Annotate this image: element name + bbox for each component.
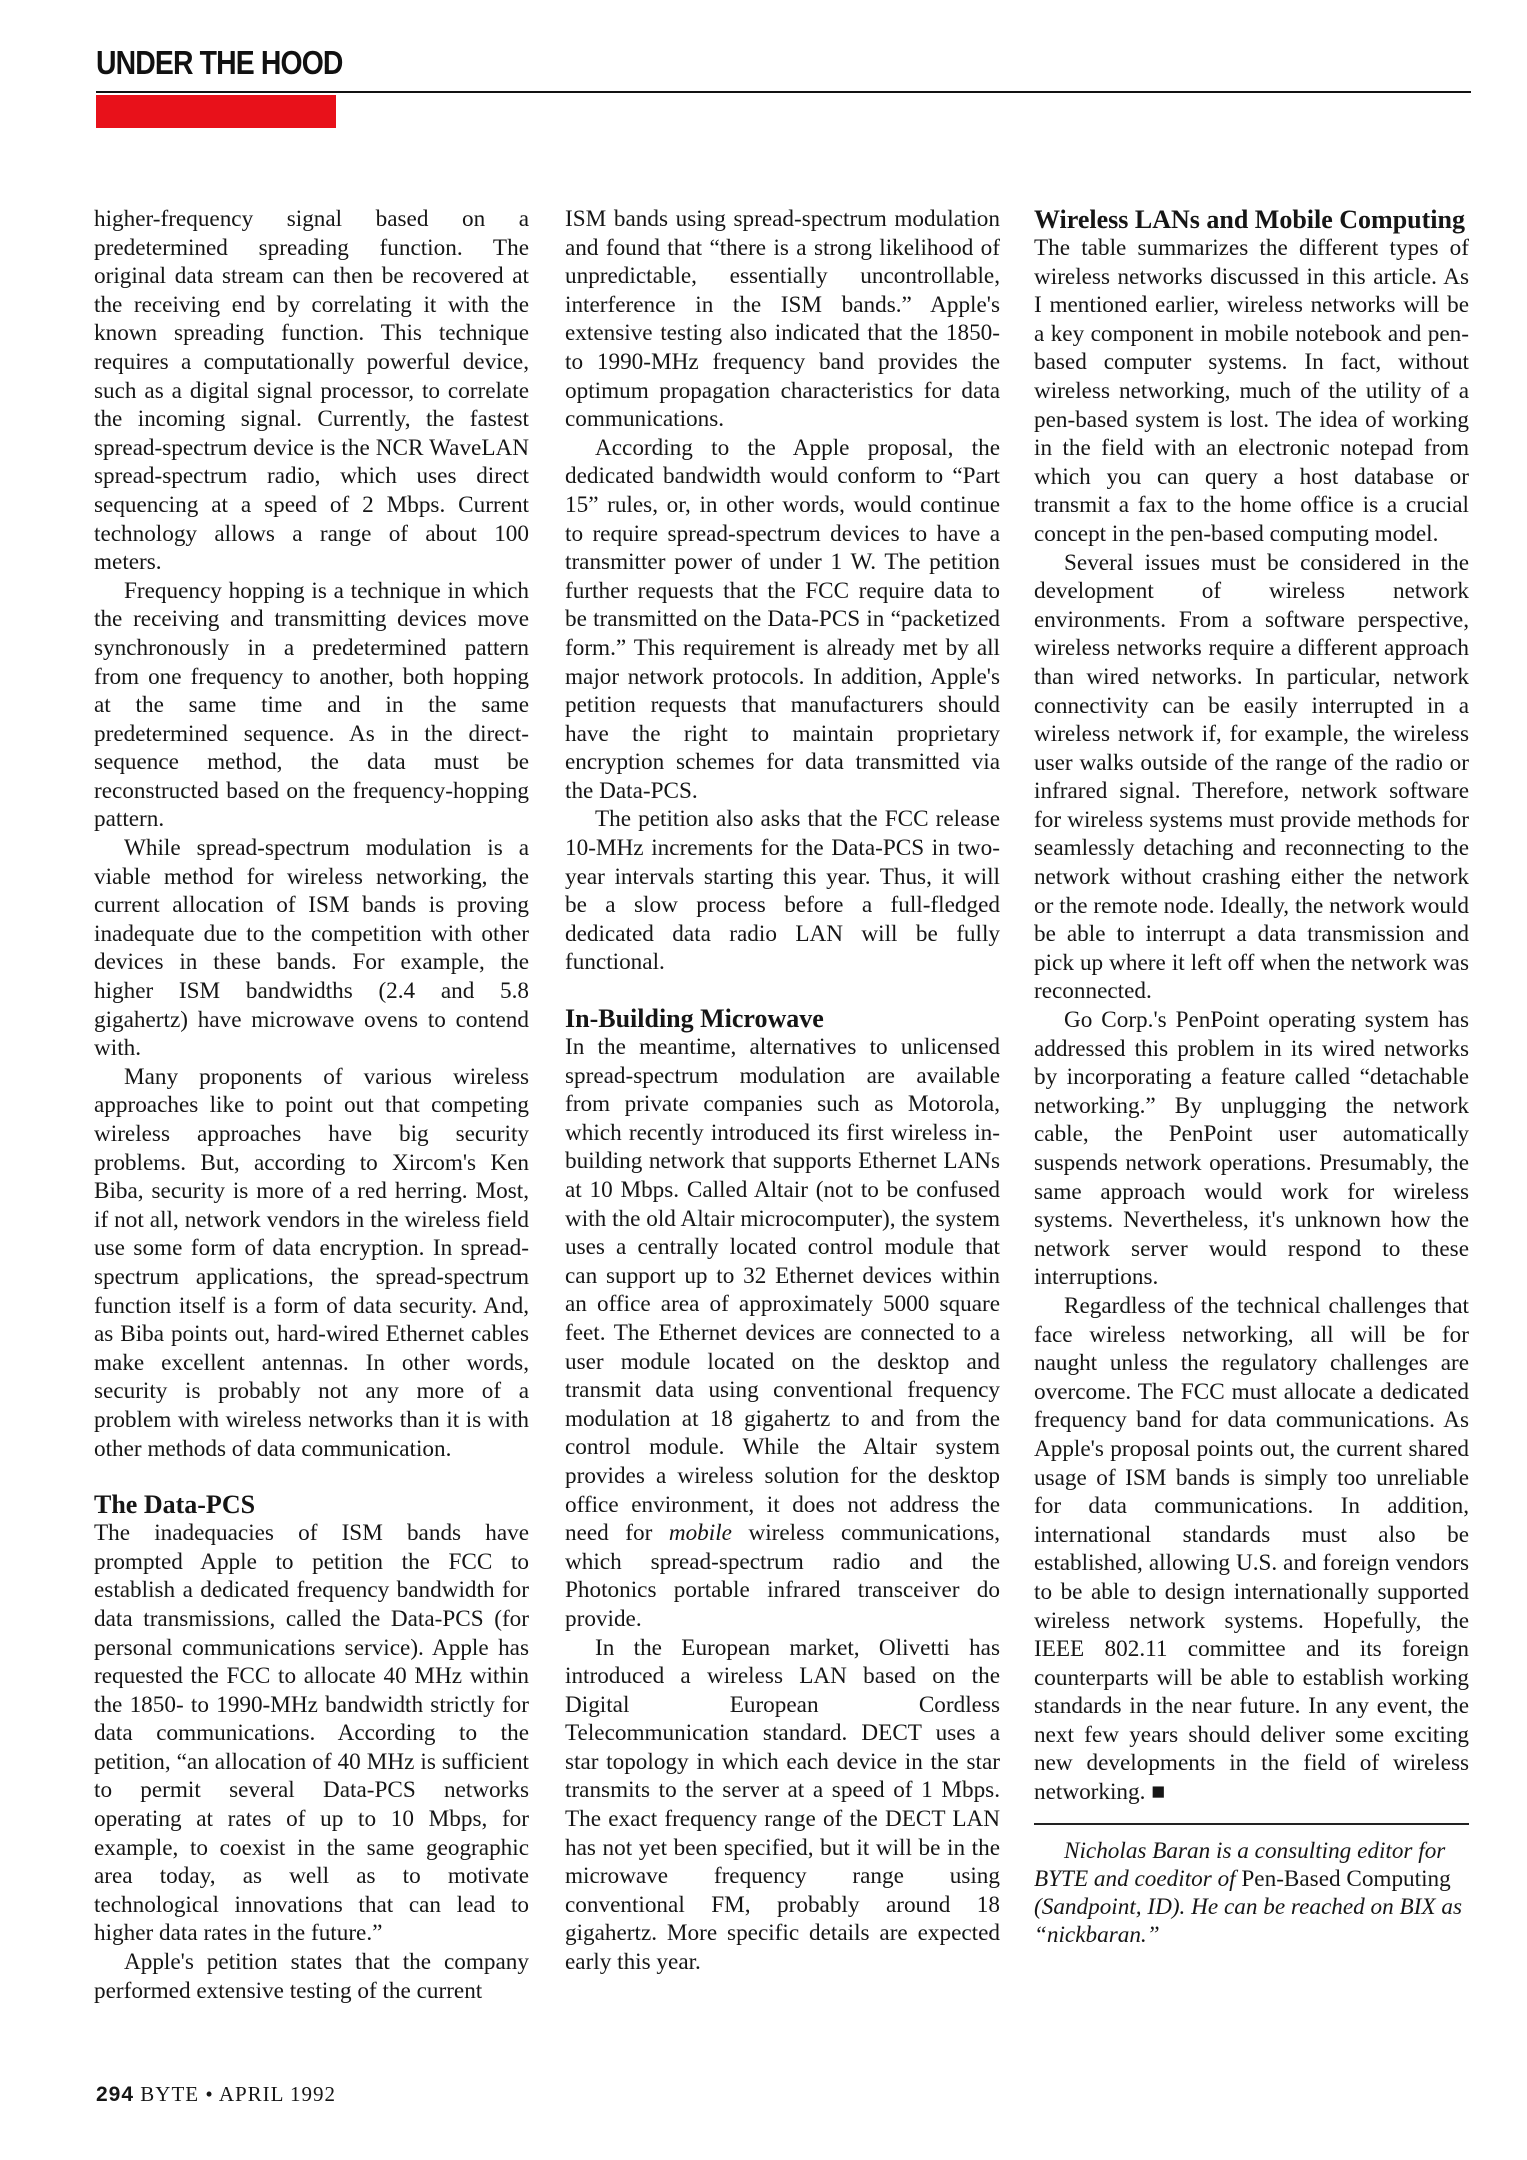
column-2 [565, 205, 1000, 1977]
paragraph: The petition also asks that the FCC release 10-MHz increments for the Data-PCS in two-year intervals starting this year. Thus, it will be a slow process before a full-fledged dedicated data radio LAN will be fully functional. [565, 806, 1000, 976]
paragraph [565, 1033, 1000, 1633]
page-footer [96, 2082, 336, 2107]
paragraph: While spread-spectrum modulation is a viable method for wireless networking, the current allocation of ISM bands is proving inadequate due to the competition with other devices in these bands. For example, the higher ISM bandwidths (2.4 and 5.8 gigahertz) have microwave ovens to contend with. [94, 835, 529, 1062]
paragraph: Apple's petition states that the company performed extensive testing of the current [94, 1949, 529, 2004]
bio-text: (Sandpoint, ID). He can be reached on BIX as “nickbaran.” [1034, 1893, 1462, 1948]
paragraph: Several issues must be considered in the development of wireless network environments. From a software perspective, wireless networks require a different approach than wired networks. In particular, network connectivity can be easily interrupted in a wireless network if, for example, the wireless user walks outside of the range of the radio or infrared signal. Therefore, network software for wireless systems must provide methods for seamlessly detaching and reconnecting to the network without crashing either the network or the remote node. Ideally, the network would be able to interrupt a data transmission and pick up where it left off when the network was reconnected. [1034, 549, 1469, 1005]
paragraph-text: Regardless of the technical challenges that face wireless networking, all will be for naught unless the regulatory challenges are overcome. The FCC must allocate a dedicated frequency band for data communications. As Apple's proposal points out, the current shared usage of ISM bands is simply too unreliable for data communications. In addition, international standards must also be established, allowing U.S. and foreign vendors to be able to design internationally supported wireless network systems. Hopefully, the IEEE 802.11 committee and its foreign counterparts will be able to establish working standards in the near future. In any event, the next few years should deliver some exciting new developments in the field of wireless networking. [1034, 1292, 1469, 1806]
section-label: UNDER THE HOOD [96, 44, 343, 81]
paragraph-text: wireless communications, which spread-spectrum radio and the Photonics portable infrared transceiver do provide. [565, 1520, 1001, 1632]
paragraph: Frequency hopping is a technique in which the receiving and transmitting devices move synchronously in a predetermined pattern from one frequency to another, both hopping at the same time and in the same predetermined sequence. As in the direct-sequence method, the data must be reconstructed based on the frequency-hopping pattern. [94, 577, 529, 833]
bio-book-title: Pen-Based Computing [1241, 1865, 1451, 1892]
subheading-wireless-lans: Wireless LANs and Mobile Computing [1034, 205, 1465, 234]
magazine-name: BYTE [140, 2082, 200, 2106]
paragraph: Many proponents of various wireless approaches like to point out that competing wireless approaches have big security problems. But, according to Xircom's Ken Biba, security is more of a red herring. Most, if not all, network vendors in the wireless field use some form of data encryption. In spread-spectrum applications, the spread-spectrum function itself is a form of data security. And, as Biba points out, hard-wired Ethernet cables make excellent antennas. In other words, security is probably not any more of a problem with wireless networks than it is with other methods of data communication. [94, 1063, 529, 1462]
subheading-in-building-microwave: In-Building Microwave [565, 1004, 824, 1034]
issue-date: APRIL 1992 [218, 2082, 336, 2106]
paragraph [1034, 1292, 1469, 1807]
paragraph: ISM bands using spread-spectrum modulation and found that “there is a strong likelihood of unpredictable, essentially uncontrollable, interference in the ISM bands.” Apple's extensive testing also indicated that the 1850- to 1990-MHz frequency band provides the optimum propagation characteristics for data communications. [565, 206, 1000, 433]
paragraph: The table summarizes the different types of wireless networks discussed in this article. As I mentioned earlier, wireless networks will be a key component in mobile notebook and pen-based computer systems. In fact, without wireless networking, much of the utility of a pen-based system is lost. The idea of working in the field with an electronic notepad from which you can query a host database or transmit a fax to the home office is a crucial concept in the pen-based computing model. [1034, 235, 1469, 547]
bio-divider [1034, 1823, 1469, 1825]
paragraph: According to the Apple proposal, the dedicated bandwidth would conform to “Part 15” rules, or, in other words, would continue to require spread-spectrum devices to have a transmitter power of under 1 W. The petition further requests that the FCC require data to be transmitted on the Data-PCS in “packetized form.” This requirement is already met by all major network protocols. In addition, Apple's petition requests that manufacturers should have the right to maintain proprietary encryption schemes for data transmitted via the Data-PCS. [565, 434, 1000, 804]
header-rule [96, 91, 1471, 93]
paragraph: higher-frequency signal based on a predetermined spreading function. The original data stream can then be recovered at the receiving end by correlating it with the known spreading function. This technique requires a computationally powerful device, such as a digital signal processor, to correlate the incoming signal. Currently, the fastest spread-spectrum device is the NCR WaveLAN spread-spectrum radio, which uses direct sequencing at a speed of 2 Mbps. Current technology allows a range of about 100 meters. [94, 206, 529, 576]
paragraph: Go Corp.'s PenPoint operating system has addressed this problem in its wired networks by incorporating a feature called “detachable networking.” By unplugging the network cable, the PenPoint user automatically suspends network operations. Presumably, the same approach would work for wireless systems. Nevertheless, it's unknown how the network server would respond to these interruptions. [1034, 1007, 1469, 1291]
column-1 [94, 205, 529, 2005]
paragraph-text: In the meantime, alternatives to unlicensed spread-spectrum modulation are available from private companies such as Motorola, which recently introduced its first wireless in-building network that supports Ethernet LANs at 10 Mbps. Called Altair (not to be confused with the old Altair microcomputer), the system uses a centrally located control module that can support up to 32 Ethernet devices within an office area of approximately 5000 square feet. The Ethernet devices are connected to a user module located on the desktop and transmit data using conventional frequency modulation at 18 gigahertz to and from the control module. While the Altair system provides a wireless solution for the desktop office environment, it does not address the need for [565, 1034, 1000, 1547]
author-bio [1034, 1837, 1469, 1949]
page-number: 294 [96, 2083, 135, 2106]
end-mark-icon: ■ [1151, 1779, 1166, 1806]
italic-emphasis: mobile [668, 1520, 732, 1547]
bio-text: Nicholas Baran is a consulting editor for BYTE and coeditor of [1034, 1837, 1446, 1892]
column-3 [1034, 205, 1469, 1949]
footer-separator: • [205, 2082, 214, 2106]
paragraph: The inadequacies of ISM bands have prompted Apple to petition the FCC to establish a dedicated frequency bandwidth for data transmissions, called the Data-PCS (for personal communications service). Apple has requested the FCC to allocate 40 MHz within the 1850- to 1990-MHz bandwidth strictly for data communications. According to the petition, “an allocation of 40 MHz is sufficient to permit several Data-PCS networks operating at rates of up to 10 Mbps, for example, to coexist in the same geographic area today, as well as to motivate technological innovations that can lead to higher data rates in the future.” [94, 1520, 529, 1947]
subheading-data-pcs: The Data-PCS [94, 1490, 256, 1520]
paragraph: In the European market, Olivetti has introduced a wireless LAN based on the Digital European Cordless Telecommunication standard. DECT uses a star topology in which each device in the star transmits to the server at a speed of 1 Mbps. The exact frequency range of the DECT LAN has not yet been specified, but it will be in the microwave frequency range using conventional FM, probably around 18 gigahertz. More specific details are expected early this year. [565, 1634, 1000, 1976]
red-accent-bar [96, 95, 336, 128]
